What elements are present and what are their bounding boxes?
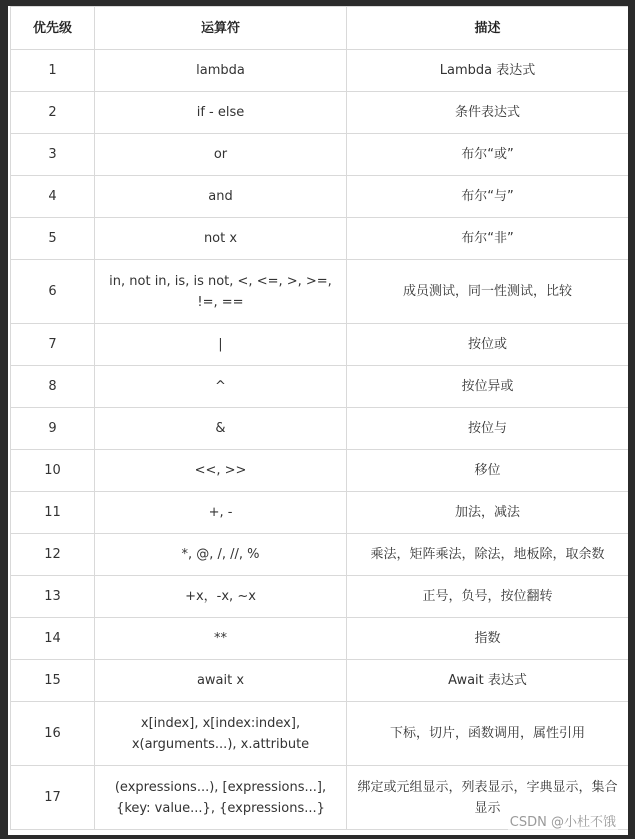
cell-operator: +, - [95, 492, 347, 534]
cell-operator: *, @, /, //, % [95, 534, 347, 576]
cell-operator: if - else [95, 92, 347, 134]
cell-operator: ** [95, 618, 347, 660]
cell-description: 指数 [347, 618, 629, 660]
cell-operator: (expressions...), [expressions...], {key: value...}, {expressions...} [95, 766, 347, 830]
header-level: 优先级 [11, 7, 95, 50]
table-row [11, 576, 629, 618]
table-row [11, 618, 629, 660]
table-row [11, 92, 629, 134]
cell-description: Await 表达式 [347, 660, 629, 702]
cell-operator: lambda [95, 50, 347, 92]
cell-level: 4 [11, 176, 95, 218]
cell-level: 14 [11, 618, 95, 660]
cell-description: 加法，减法 [347, 492, 629, 534]
cell-description: 成员测试，同一性测试，比较 [347, 260, 629, 324]
cell-description: 移位 [347, 450, 629, 492]
cell-level: 7 [11, 324, 95, 366]
cell-operator: in, not in, is, is not, <, <=, >, >=, !=, == [95, 260, 347, 324]
cell-description: 布尔“非” [347, 218, 629, 260]
table-row [11, 218, 629, 260]
cell-level: 16 [11, 702, 95, 766]
table-row [11, 260, 629, 324]
table-row [11, 534, 629, 576]
header-operator: 运算符 [95, 7, 347, 50]
cell-description: 按位与 [347, 408, 629, 450]
cell-description: 下标，切片，函数调用，属性引用 [347, 702, 629, 766]
cell-operator: x[index], x[index:index], x(arguments...), x.attribute [95, 702, 347, 766]
table-row [11, 702, 629, 766]
cell-description: Lambda 表达式 [347, 50, 629, 92]
cell-operator: or [95, 134, 347, 176]
cell-level: 15 [11, 660, 95, 702]
cell-level: 11 [11, 492, 95, 534]
cell-description: 按位异或 [347, 366, 629, 408]
cell-level: 10 [11, 450, 95, 492]
cell-level: 9 [11, 408, 95, 450]
operator-precedence-table [10, 6, 628, 830]
cell-level: 8 [11, 366, 95, 408]
cell-description: 布尔“与” [347, 176, 629, 218]
table-row [11, 176, 629, 218]
cell-description: 正号，负号，按位翻转 [347, 576, 629, 618]
cell-description: 条件表达式 [347, 92, 629, 134]
cell-operator: and [95, 176, 347, 218]
table-row [11, 366, 629, 408]
precedence-table-page [8, 6, 628, 835]
cell-level: 1 [11, 50, 95, 92]
cell-description: 绑定或元组显示，列表显示，字典显示，集合显示 [347, 766, 629, 830]
cell-description: 乘法，矩阵乘法，除法，地板除，取余数 [347, 534, 629, 576]
cell-operator: <<, >> [95, 450, 347, 492]
cell-operator: & [95, 408, 347, 450]
cell-operator: await x [95, 660, 347, 702]
table-header-row [11, 7, 629, 50]
cell-level: 12 [11, 534, 95, 576]
cell-description: 按位或 [347, 324, 629, 366]
csdn-watermark: CSDN @小杜不饿 [508, 811, 618, 830]
table-row [11, 408, 629, 450]
cell-level: 17 [11, 766, 95, 830]
table-row [11, 492, 629, 534]
cell-level: 13 [11, 576, 95, 618]
table-row [11, 134, 629, 176]
cell-level: 6 [11, 260, 95, 324]
cell-operator: +x，-x, ~x [95, 576, 347, 618]
cell-level: 2 [11, 92, 95, 134]
table-row [11, 450, 629, 492]
table-row [11, 50, 629, 92]
header-description: 描述 [347, 7, 629, 50]
cell-operator: ^ [95, 366, 347, 408]
cell-operator: | [95, 324, 347, 366]
table-row [11, 324, 629, 366]
cell-description: 布尔“或” [347, 134, 629, 176]
cell-level: 3 [11, 134, 95, 176]
cell-operator: not x [95, 218, 347, 260]
table-row [11, 660, 629, 702]
cell-level: 5 [11, 218, 95, 260]
